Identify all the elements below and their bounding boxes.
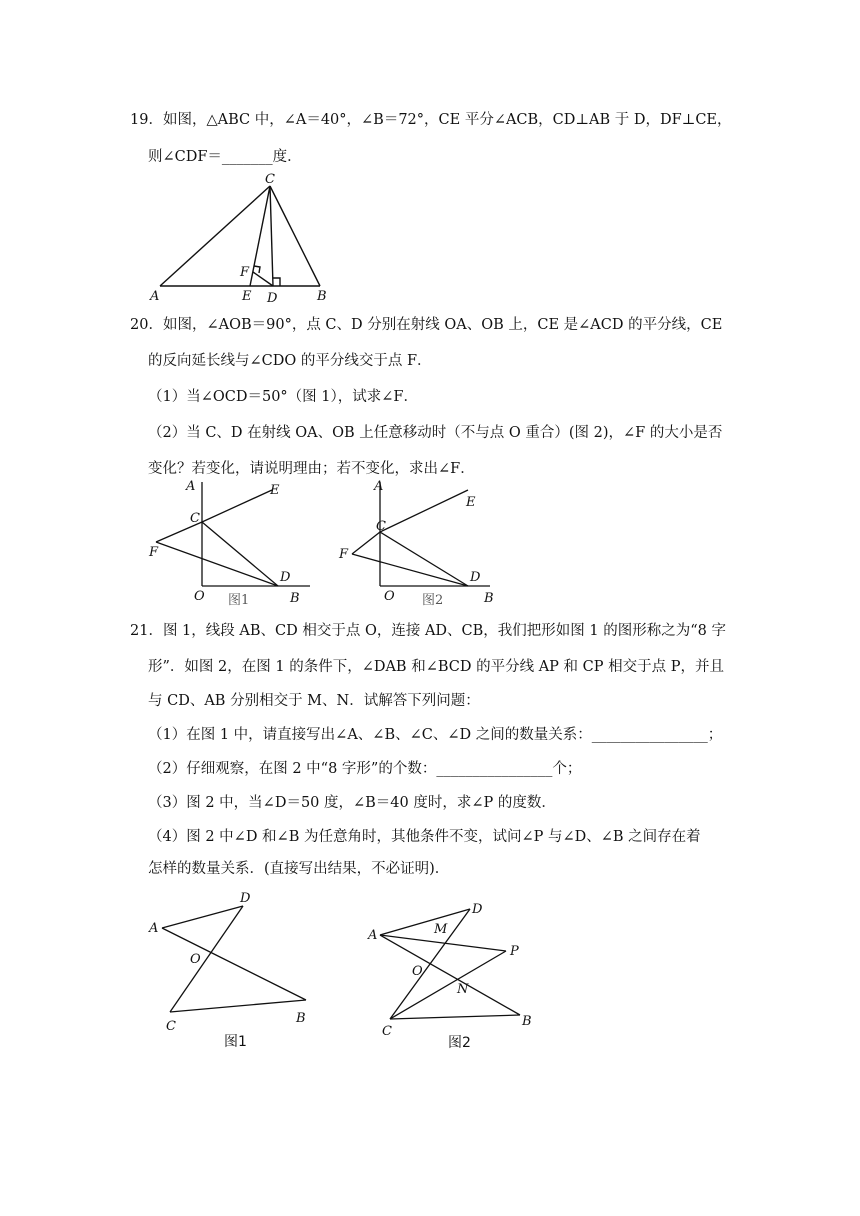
ray-CE — [202, 490, 272, 522]
segment-CB — [270, 186, 320, 286]
q21-line2: 形”．如图 2，在图 1 的条件下，∠DAB 和∠BCD 的平分线 AP 和 CP 相交于点 P，并且 — [148, 659, 724, 675]
q21-line7: （4）图 2 中∠D 和∠B 为任意角时，其他条件不变，试问∠P 与∠D、∠B 之间存在着 — [148, 829, 701, 845]
label-O: O — [384, 589, 395, 604]
q20-line4: （2）当 C、D 在射线 OA、OB 上任意移动时（不与点 O 重合）(图 2)，∠F 的大小是否 — [148, 425, 723, 441]
q21-line5: （2）仔细观察，在图 2 中“8 字形”的个数：________________个； — [148, 761, 582, 777]
segment-FD — [156, 542, 278, 586]
label-D: D — [472, 902, 483, 917]
label-C: C — [382, 1024, 392, 1039]
segment-CB — [390, 1015, 520, 1019]
label-C: C — [190, 511, 200, 526]
ray-CE — [380, 490, 468, 532]
segment-CD — [380, 532, 468, 586]
label-A: A — [150, 289, 160, 304]
label-A: A — [149, 921, 159, 936]
label-C: C — [265, 172, 275, 187]
q20-line5: 变化？若变化，请说明理由；若不变化，求出∠F． — [148, 461, 475, 477]
label-F: F — [149, 545, 159, 560]
label-A: A — [374, 479, 384, 494]
q21-line4: （1）在图 1 中，请直接写出∠A、∠B、∠C、∠D 之间的数量关系：________________； — [148, 727, 723, 743]
segment-CP — [390, 951, 506, 1019]
label-P: P — [510, 944, 519, 959]
label-D: D — [280, 570, 291, 585]
segment-DF — [253, 272, 273, 286]
q19-line1: 19．如图，△ABC 中，∠A＝40°，∠B＝72°，CE 平分∠ACB，CD⊥AB 于 D，DF⊥CE， — [130, 112, 732, 128]
q21-line6: （3）图 2 中，当∠D＝50 度，∠B＝40 度时，求∠P 的度数． — [148, 795, 556, 811]
label-M: M — [434, 922, 448, 937]
right-angle-F — [254, 266, 260, 273]
q20-line1: 20．如图，∠AOB＝90°，点 C、D 分别在射线 OA、OB 上，CE 是∠ACD 的平分线，CE — [130, 317, 723, 333]
segment-DC — [170, 906, 243, 1012]
q21-line3: 与 CD、AB 分别相交于 M、N．试解答下列问题： — [148, 693, 480, 709]
segment-AB — [162, 928, 306, 1000]
label-O: O — [194, 589, 205, 604]
segment-CD — [270, 186, 273, 286]
segment-FD — [352, 554, 468, 586]
label-E: E — [242, 289, 252, 304]
label-A: A — [186, 479, 196, 494]
label-B: B — [290, 591, 300, 606]
label-B: B — [317, 289, 327, 304]
q21-figure-1 — [140, 888, 340, 1058]
label-B: B — [484, 591, 494, 606]
segment-AD — [380, 909, 470, 935]
segment-AP — [380, 935, 506, 951]
figure-caption: 图2 — [422, 593, 444, 608]
label-O: O — [190, 952, 201, 967]
label-O: O — [412, 964, 423, 979]
label-D: D — [470, 570, 481, 585]
label-F: F — [240, 265, 250, 280]
q20-figure-2 — [330, 478, 510, 608]
label-C: C — [376, 519, 386, 534]
right-angle-D — [273, 278, 280, 286]
figure-caption: 图2 — [448, 1035, 471, 1051]
label-C: C — [166, 1019, 176, 1034]
q21-line8: 怎样的数量关系．(直接写出结果，不必证明)． — [148, 861, 450, 877]
label-B: B — [296, 1011, 306, 1026]
label-B: B — [522, 1014, 532, 1029]
label-A: A — [368, 928, 378, 943]
segment-CD — [202, 522, 278, 586]
figure-caption: 图1 — [224, 1034, 247, 1050]
q21-line1: 21．图 1，线段 AB、CD 相交于点 O，连接 AD、CB，我们把形如图 1 的图形称之为“8 字 — [130, 623, 726, 639]
label-D: D — [267, 291, 278, 305]
q20-line3: （1）当∠OCD＝50°（图 1），试求∠F． — [148, 389, 418, 405]
segment-CB — [170, 1000, 306, 1012]
label-D: D — [240, 891, 251, 906]
label-E: E — [466, 495, 476, 510]
q20-line2: 的反向延长线与∠CDO 的平分线交于点 F． — [148, 353, 432, 369]
figure-caption: 图1 — [228, 593, 250, 608]
q21-figure-2 — [360, 895, 550, 1060]
segment-CF — [352, 532, 380, 554]
q19-figure — [140, 170, 340, 305]
label-N: N — [457, 982, 469, 997]
q20-figure-1 — [140, 478, 320, 608]
q19-line2: 则∠CDF＝_______度． — [148, 149, 302, 165]
label-F: F — [339, 547, 349, 562]
label-E: E — [270, 483, 280, 498]
